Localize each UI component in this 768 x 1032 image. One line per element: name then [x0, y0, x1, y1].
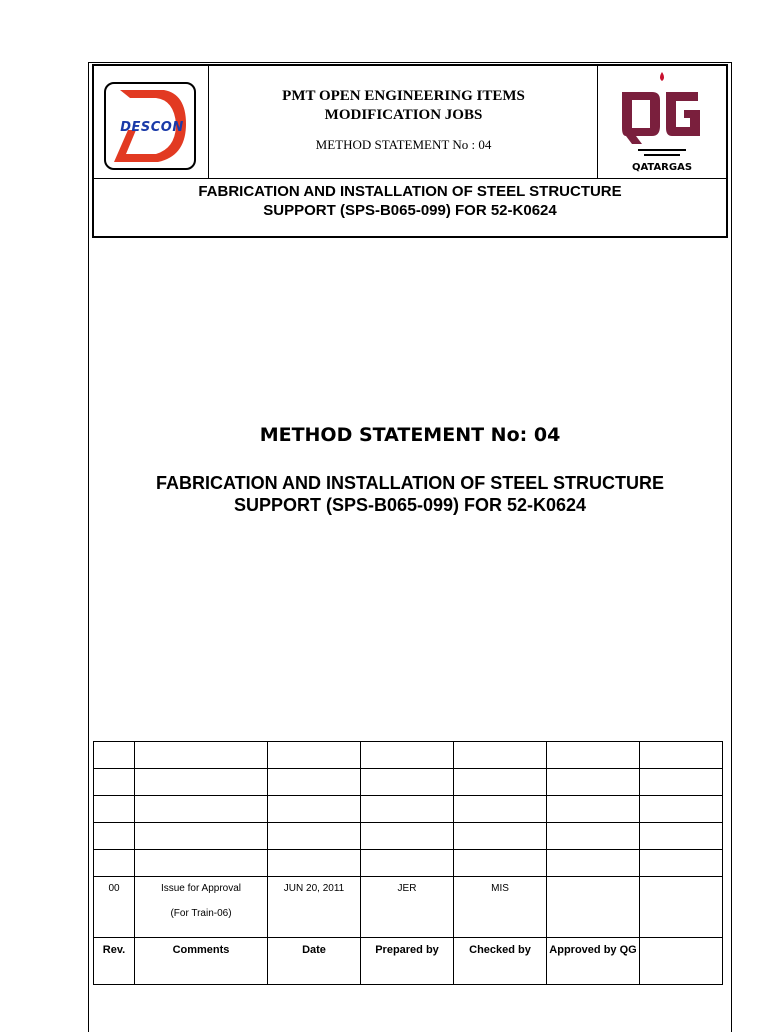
right-logo-cell	[597, 66, 726, 178]
header-prepared-by: Prepared by	[361, 938, 454, 985]
issue-comments-note: (For Train-06)	[170, 908, 232, 919]
table-header-row	[94, 938, 723, 985]
header-center	[209, 66, 598, 178]
header-subject	[94, 179, 726, 236]
document-header	[92, 64, 728, 238]
revision-table	[93, 741, 723, 985]
main-title: METHOD STATEMENT No: 04	[259, 424, 561, 446]
header-extra	[640, 938, 723, 985]
issue-approved-by	[547, 877, 640, 938]
table-row	[94, 796, 723, 823]
issue-rev: 00	[94, 877, 135, 938]
header-subject-line1: FABRICATION AND INSTALLATION OF STEEL STRUCTURE	[198, 183, 622, 200]
issue-extra	[640, 877, 723, 938]
issue-prepared-by: JER	[361, 877, 454, 938]
table-row	[94, 742, 723, 769]
issue-row	[94, 877, 723, 938]
main-subtitle	[100, 472, 720, 516]
issue-comments-text: Issue for Approval	[160, 883, 242, 894]
table-row	[94, 823, 723, 850]
qatargas-logo	[598, 66, 726, 178]
table-row	[94, 850, 723, 877]
header-rev: Rev.	[94, 938, 135, 985]
descon-logo	[104, 82, 196, 170]
header-comments: Comments	[135, 938, 268, 985]
header-checked-by: Checked by	[454, 938, 547, 985]
table-row	[94, 769, 723, 796]
header-top-row	[94, 66, 726, 179]
issue-checked-by: MIS	[454, 877, 547, 938]
issue-comments	[135, 877, 268, 938]
method-statement-number: METHOD STATEMENT No : 04	[315, 137, 492, 152]
qatargas-logo-text: QATARGAS	[631, 162, 693, 173]
main-subtitle-line1: FABRICATION AND INSTALLATION OF STEEL STRUCTURE	[156, 473, 664, 493]
header-date: Date	[268, 938, 361, 985]
main-subtitle-line2: SUPPORT (SPS-B065-099) FOR 52-K0624	[233, 495, 587, 515]
left-logo-cell	[94, 66, 209, 178]
descon-logo-text: DESCON	[120, 120, 184, 135]
header-approved-by: Approved by QG	[547, 938, 640, 985]
project-title-line2: MODIFICATION JOBS	[324, 107, 483, 123]
issue-date: JUN 20, 2011	[268, 877, 361, 938]
header-subject-line2: SUPPORT (SPS-B065-099) FOR 52-K0624	[263, 202, 557, 219]
project-title-line1: PMT OPEN ENGINEERING ITEMS	[282, 88, 525, 104]
